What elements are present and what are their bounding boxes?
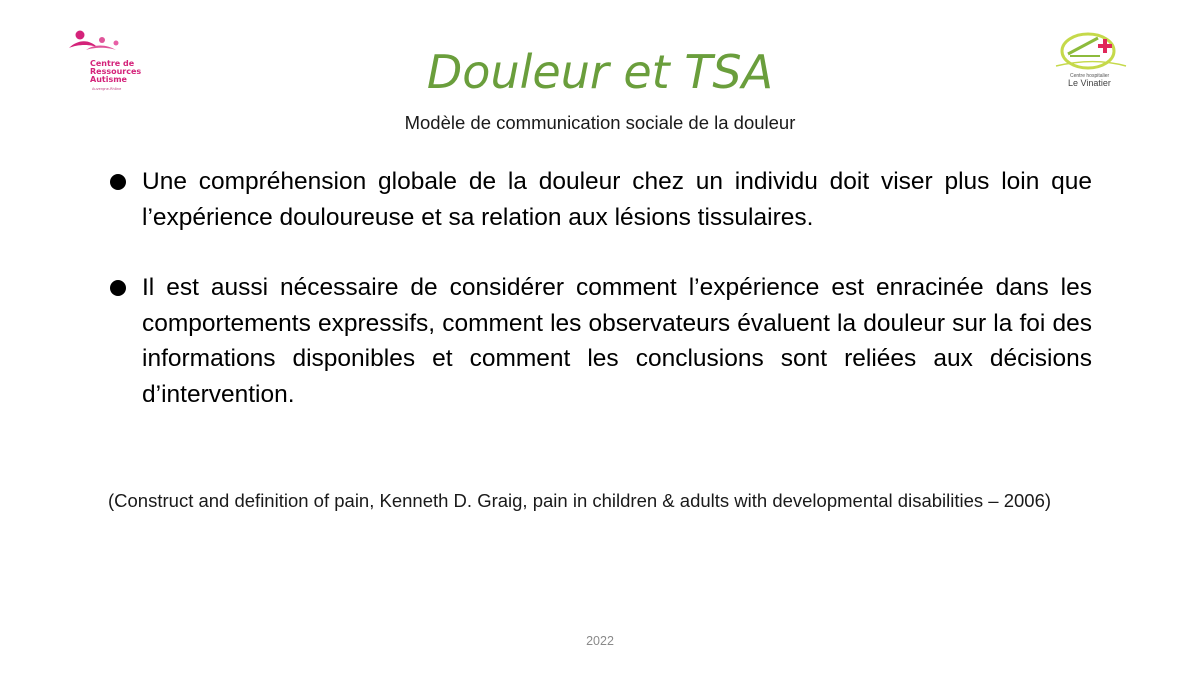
vinatier-logo-line2: Le Vinatier xyxy=(1068,78,1111,88)
bullet-text: Une compréhension globale de la douleur chez un individu doit viser plus loin que l’expérience douloureuse et sa relation aux lésions tissulaires. xyxy=(142,168,1092,231)
bullet-text: Il est aussi nécessaire de considérer comment l’expérience est enracinée dans les comportements expressifs, comment les observateurs évaluent la douleur sur la foi des informations disponibles et comment les conclusions sont reliées aux décisions d’intervention. xyxy=(142,274,1092,408)
bullet-dot-icon xyxy=(110,280,126,296)
slide-subtitle: Modèle de communication sociale de la douleur xyxy=(404,112,796,133)
bullet-item xyxy=(108,164,1092,235)
cra-logo-line: Centre de xyxy=(90,59,135,68)
cra-logo-line: Autisme xyxy=(90,75,127,84)
footer-year: 2022 xyxy=(586,634,614,648)
citation: (Construct and definition of pain, Kenneth D. Graig, pain in children & adults with developmental disabilities – 2006) xyxy=(108,490,1052,511)
vinatier-logo-line1: Centre hospitalier xyxy=(1070,73,1110,79)
cra-logo-line: Auvergne-Rhône xyxy=(92,87,122,91)
bullet-list xyxy=(108,164,1092,447)
cra-logo-line: Ressources xyxy=(90,67,142,76)
bullet-dot-icon xyxy=(110,174,126,190)
bullet-item xyxy=(108,270,1092,412)
slide-title: Douleur et TSA xyxy=(426,45,774,99)
